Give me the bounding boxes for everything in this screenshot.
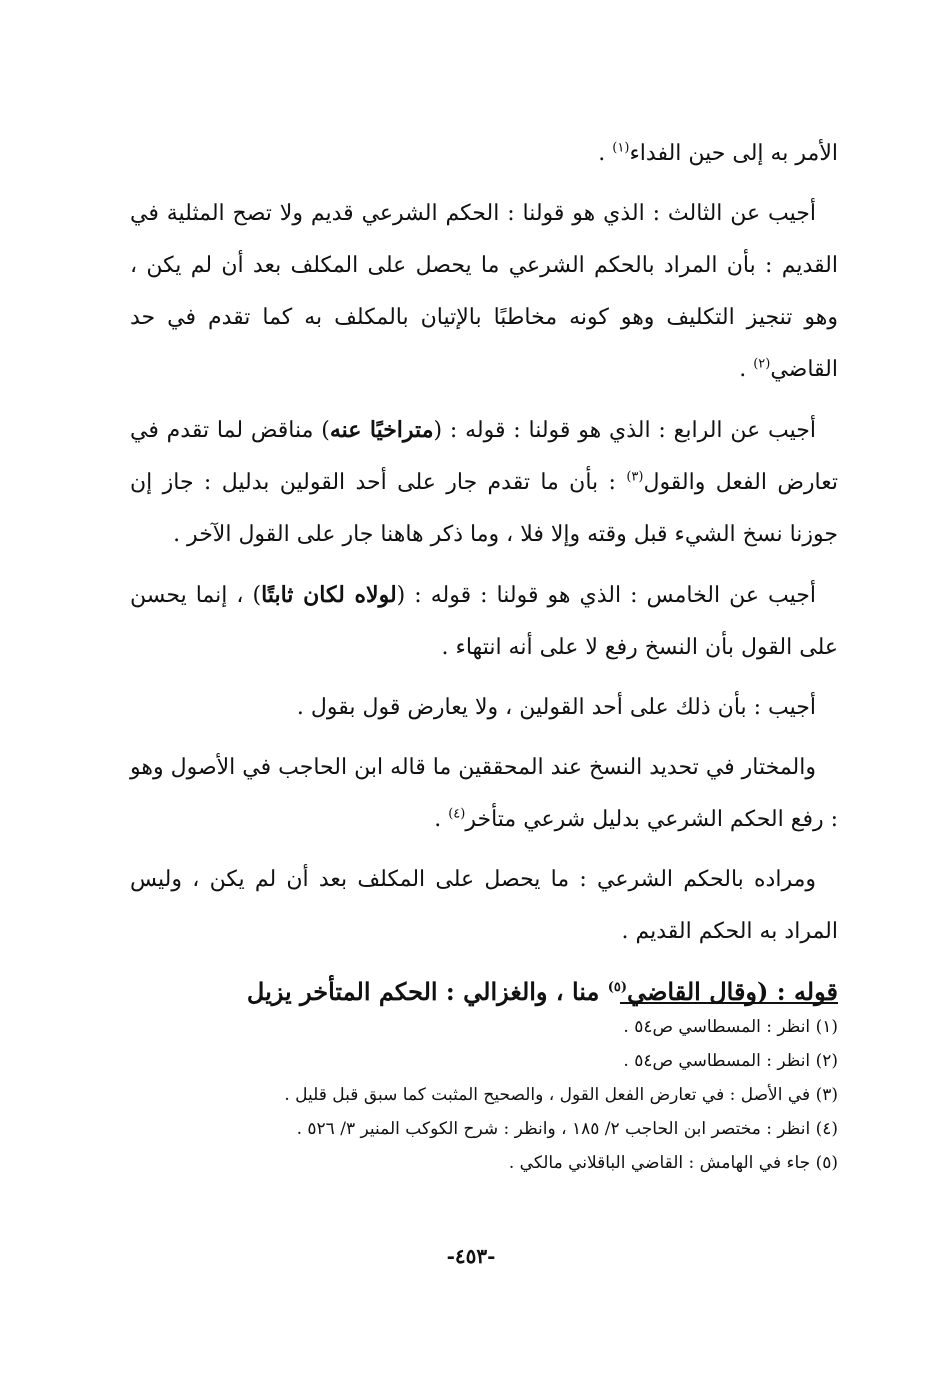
paragraph-2: أجيب عن الثالث : الذي هو قولنا : الحكم الشرعي قديم ولا تصح المثلية في القديم : بأن المراد بالحكم الشرعي ما يحصل على المكلف بعد أن لم يكن ، وهو تنجيز التكليف وهو كونه مخاطبًا بالإتيان بالمكلف به كما تقدم في حد القاضي$^{(٢)}$ . [130,201,838,382]
paragraph-7: ومراده بالحكم الشرعي : ما يحصل على المكلف بعد أن لم يكن ، وليس المراد به الحكم القديم . [130,867,838,944]
footnote-ref: (٥) [607,980,628,995]
footnote: (١) انظر : المسطاسي ص٥٤ . [623,1017,838,1037]
paragraph-3: أجيب عن الرابع : الذي هو قولنا : قوله : (متراخيًا عنه) مناقض لما تقدم في تعارض الفعل والقول$^{(٣)}$ : بأن ما تقدم جار على أحد القولين بدليل : جاز إن جوزنا نسخ الشيء قبل وقته وإلا فلا ، وما ذكر هاهنا جار على القول الآخر . [130,417,838,547]
footnote: (٢) انظر : المسطاسي ص٥٤ . [623,1051,838,1071]
footnote: (٣) في الأصل : في تعارض الفعل القول ، والصحيح المثبت كما سبق قبل قليل . [284,1085,838,1105]
main-text [130,128,838,1026]
paragraph-6: والمختار في تحديد النسخ عند المحققين ما قاله ابن الحاجب في الأصول وهو : رفع الحكم الشرعي بدليل شرعي متأخر$^{(٤)}$ . [130,755,838,832]
footnote-ref: (٢) [753,356,771,372]
footnote-separator [620,1002,838,1004]
quoted-phrase: لولاه لكان ثابتًا [261,582,397,608]
footnote: (٥) جاء في الهامش : القاضي الباقلاني مالكي . [508,1153,838,1173]
footnote-ref: (١) [612,140,630,156]
quoted-phrase: متراخيًا عنه [329,417,434,443]
paragraph-1: الأمر به إلى حين الفداء$^{(١)}$ . [598,140,838,166]
paragraph-5: أجيب : بأن ذلك على أحد القولين ، ولا يعارض قول بقول . [296,695,816,720]
section-heading: قوله : (وقال القاضي$^{(٥)}$ منا ، والغزالي : الحكم المتأخر يزيل [246,977,838,1006]
page-number: -٤٥٣- [446,1244,496,1268]
paragraph-4: أجيب عن الخامس : الذي هو قولنا : قوله : (لولاه لكان ثابتًا) ، إنما يحسن على القول بأن النسخ رفع لا على أنه انتهاء . [130,582,838,660]
footnote-ref: (٤) [448,806,466,822]
footnote: (٤) انظر : مختصر ابن الحاجب ٢/ ١٨٥ ، وانظر : شرح الكوكب المنير ٣/ ٥٢٦ . [296,1119,838,1139]
footnotes [130,1010,838,1180]
footnote-ref: (٣) [626,469,644,485]
